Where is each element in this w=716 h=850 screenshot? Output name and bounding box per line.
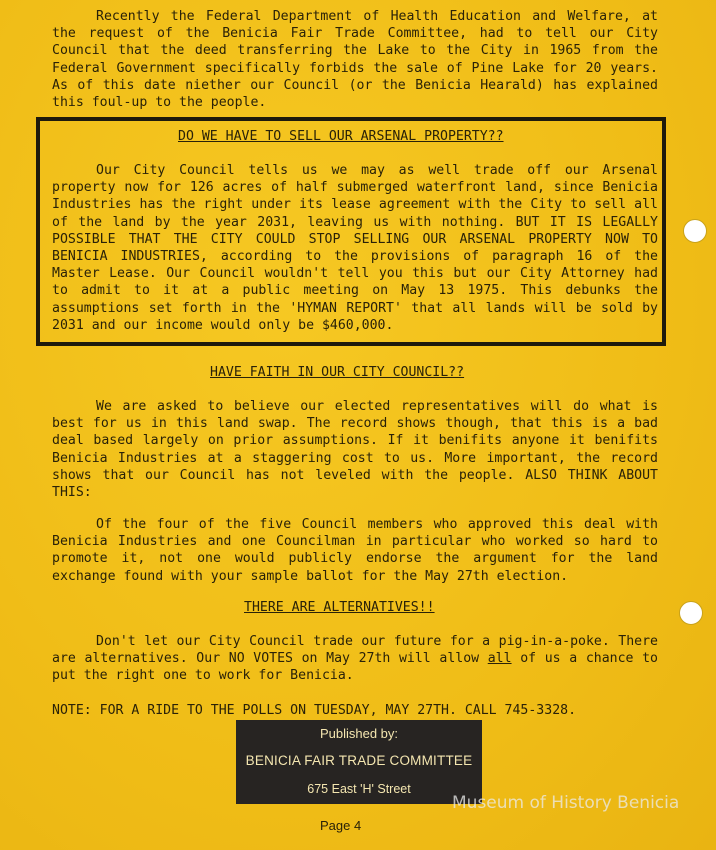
arsenal-text: Our City Council tells us we may as well trade off our Arsenal property now for 126 acres of half submerged waterfront land, since Benicia Industries has the right under its lease agreement with the City to sell all of the land by the year 2031, leaving us with nothing. BUT IT IS LEGALLY POSSIBLE THAT THE CITY COULD STOP SELLING OUR ARSENAL PROPERTY NOW TO BENICIA INDUSTRIES, according to the provisions of paragraph 16 of the Master Lease. Our Council wouldn't tell you this but our City Attorney had to admit to it at a public meeting on May 13 1975. This debunks the assumptions set forth in the 'HYMAN REPORT' that all lands will be sold by 2031 and our income would only be $460,000. xyxy=(52,163,658,333)
faith-paragraph xyxy=(52,398,658,501)
museum-watermark: Museum of History Benicia xyxy=(452,793,680,813)
alternatives-text-start: Don't let our City Council trade our future for a pig-in-a-poke. There are alternatives. Our NO VOTES on May 27th will allow xyxy=(52,634,658,667)
publisher-address: 675 East 'H' Street xyxy=(307,782,411,796)
intro-text: Recently the Federal Department of Health Education and Welfare, at the request of the Benicia Fair Trade Committee, had to tell our City Council that the deed transferring the Lake to the City in 1965 from the Federal Government specifically forbids the sale of Pine Lake for 20 years. As of this date niether our Council (or the Benicia Hearald) has explained this foul-up to the people. xyxy=(52,9,658,111)
page-number: Page 4 xyxy=(320,818,362,833)
faith-text: We are asked to believe our elected representatives will do what is best for us in this land swap. The record shows though, that this is a bad deal based largely on prior assumptions. If it benifits anyone it benifits Benicia Industries at a staggering cost to us. More important, the record shows that our Council has not leveled with the people. ALSO THINK ABOUT THIS: xyxy=(52,399,658,501)
council-paragraph xyxy=(52,516,658,585)
alternatives-text-end: of us a chance to put the right one to work for Benicia. xyxy=(52,651,658,684)
intro-paragraph xyxy=(52,8,658,111)
punch-hole-lower xyxy=(679,601,703,625)
faith-heading: HAVE FAITH IN OUR CITY COUNCIL?? xyxy=(210,365,465,380)
punch-hole-upper xyxy=(683,219,707,243)
arsenal-heading: DO WE HAVE TO SELL OUR ARSENAL PROPERTY?? xyxy=(178,129,504,144)
alternatives-paragraph xyxy=(52,633,658,685)
alternatives-heading: THERE ARE ALTERNATIVES!! xyxy=(244,600,435,615)
publisher-box xyxy=(236,720,482,804)
publisher-name: BENICIA FAIR TRADE COMMITTEE xyxy=(245,753,473,768)
alternatives-underlined-word: all xyxy=(487,651,512,667)
note-line: NOTE: FOR A RIDE TO THE POLLS ON TUESDAY, MAY 27TH. CALL 745-3328. xyxy=(52,703,577,718)
publisher-label: Published by: xyxy=(319,726,399,741)
arsenal-paragraph xyxy=(52,162,658,334)
council-text: Of the four of the five Council members who approved this deal with Benicia Industries and one Councilman in particular who worked so hard to promote it, not one would publicly endorse the argument for the land exchange found with your sample ballot for the May 27th election. xyxy=(52,517,658,584)
